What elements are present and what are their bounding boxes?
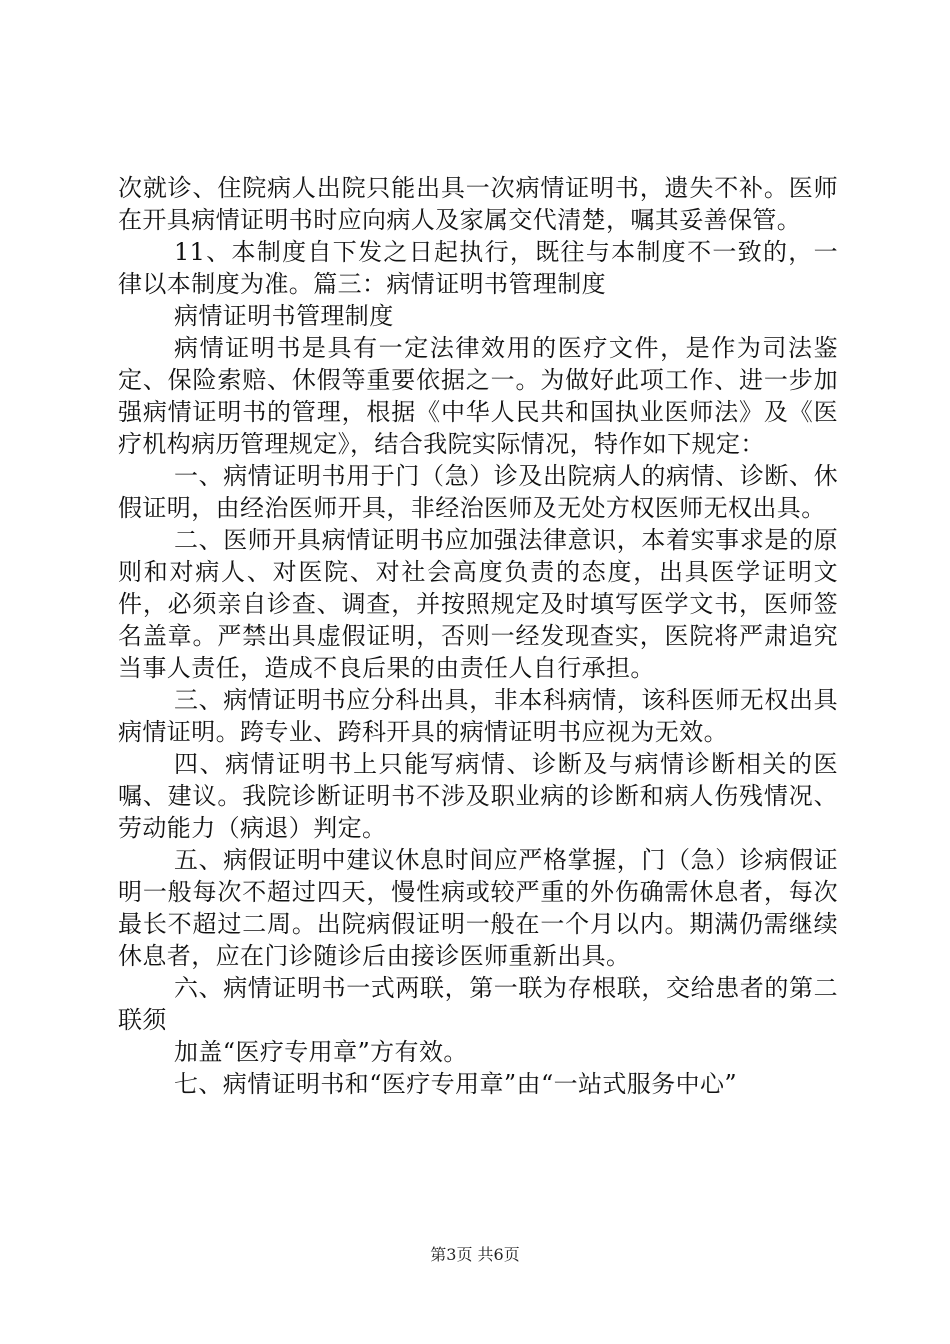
page-number-footer: 第3页 共6页 [430, 1245, 520, 1264]
paragraph: 五、病假证明中建议休息时间应严格掌握，门（急）诊病假证明一般每次不超过四天，慢性病或较严重的外伤确需休息者，每次最长不超过二周。出院病假证明一般在一个月以内。期满仍需继续休息者，应在门诊随诊后由接诊医师重新出具。 [118, 846, 838, 970]
paragraph: 加盖“医疗专用章”方有效。 [174, 1038, 468, 1066]
paragraph: 二、医师开具病情证明书应加强法律意识，本着实事求是的原则和对病人、对医院、对社会高度负责的态度，出具医学证明文件，必须亲自诊查、调查，并按照规定及时填写医学文书，医师签名盖章。严禁出具虚假证明，否则一经发现查实，医院将严肃追究当事人责任，造成不良后果的由责任人自行承担。 [118, 526, 838, 682]
paragraph: 次就诊、住院病人出院只能出具一次病情证明书，遗失不补。医师在开具病情证明书时应向病人及家属交代清楚，嘱其妥善保管。 [118, 174, 838, 234]
paragraph: 三、病情证明书应分科出具，非本科病情，该科医师无权出具病情证明。跨专业、跨科开具的病情证明书应视为无效。 [118, 686, 838, 746]
paragraph: 七、病情证明书和“医疗专用章”由“一站式服务中心” [174, 1070, 738, 1098]
paragraph: 六、病情证明书一式两联，第一联为存根联，交给患者的第二联须 [118, 974, 838, 1034]
section-title: 病情证明书管理制度 [174, 302, 394, 330]
paragraph: 四、病情证明书上只能写病情、诊断及与病情诊断相关的医嘱、建议。我院诊断证明书不涉及职业病的诊断和病人伤残情况、劳动能力（病退）判定。 [118, 750, 838, 842]
paragraph: 11、本制度自下发之日起执行，既往与本制度不一致的，一律以本制度为准。篇三：病情证明书管理制度 [118, 238, 838, 298]
paragraph: 一、病情证明书用于门（急）诊及出院病人的病情、诊断、休假证明，由经治医师开具，非经治医师及无处方权医师无权出具。 [118, 462, 838, 522]
paragraph: 病情证明书是具有一定法律效用的医疗文件，是作为司法鉴定、保险索赔、休假等重要依据之一。为做好此项工作、进一步加强病情证明书的管理，根据《中华人民共和国执业医师法》及《医疗机构病历管理规定》，结合我院实际情况，特作如下规定： [118, 334, 838, 458]
document-body [118, 172, 838, 1100]
